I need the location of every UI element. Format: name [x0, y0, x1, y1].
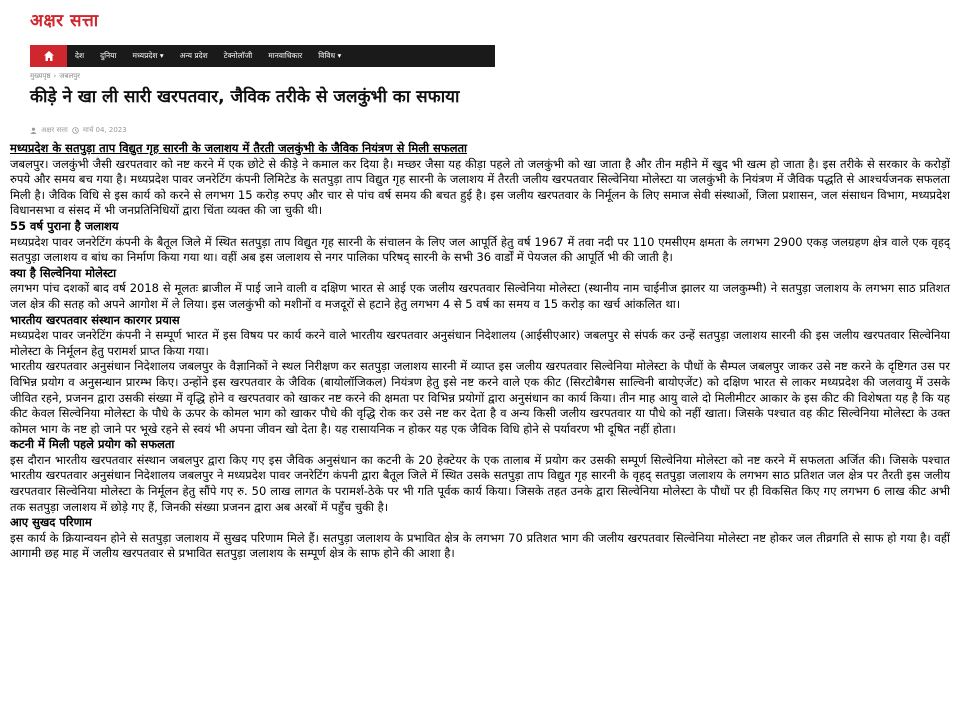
author-icon [30, 127, 37, 134]
breadcrumb [30, 72, 80, 81]
section-heading-institute: भारतीय खरपतवार संस्थान कारगर प्रयास [10, 312, 180, 327]
section-heading-katni: कटनी में मिली पहले प्रयोग को सफलता [10, 437, 175, 452]
article-paragraph-1: जबलपुर। जलकुंभी जैसी खरपतवार को नष्ट करने में एक छोटे से कीड़े ने कमाल कर दिया है। मच्छर जैसा यह कीड़ा पहले तो जलकुंभी को खा जाता है और तीन महीने में खुद भी खत्म हो जाता है। इस तरीके से सरकार के करोड़ों रुपये और समय बच गया है। मध्यप्रदेश पावर जनरेटिंग कंपनी लिमिटेड के सतपुड़ा ताप विद्युत गृह सारनी के जलाशय में तैरती जलीय खरपतवार सिल्वेनिया मोलेस्टा या जलकुंभी के नियंत्रण में जैविक पद्धति से आश्चर्यजनक सफलता मिली है। जैविक विधि से इस कार्य को करने से लगभग 15 करोड़ रुपए और चार से पांच वर्ष समय की बचत हुई है। इस जलीय खरपतवार के निर्मूलन के लिए समाज सेवी संस्थाओं, जिला प्रशासन, जल संसाधन विभाग, मध्यप्रदेश विधानसभा व संसद में भी जनप्रतिनिधियों द्वारा चिंता व्यक्त की जा चुकी थी। [10, 156, 950, 218]
nav-item-anya-pradesh[interactable]: अन्य प्रदेश [179, 51, 208, 60]
section-heading-reservoir: 55 वर्ष पुराना है जलाशय [10, 218, 119, 233]
breadcrumb-home-link[interactable]: मुख्यपृष्ठ [30, 72, 51, 80]
nav-home-button[interactable] [30, 45, 67, 67]
article-paragraph-2: मध्यप्रदेश पावर जनरेटिंग कंपनी के बैतूल जिले में स्थित सतपुड़ा ताप विद्युत गृह सारनी के संचालन के लिए जल आपूर्ति हेतु वर्ष 1967 में तवा नदी पर 110 एमसीएम क्षमता के लगभग 2900 एकड़ जलग्रहण क्षेत्र वाले एक वृहद् सतपुड़ा जलाशय व बांध का निर्माण किया गया था। वहीं अब इस जलाशय से नगर पालिका परिषद् सारनी के सभी 36 वार्डों में पेयजल की आपूर्ति भी की जाती है। [10, 234, 950, 265]
article-date: मार्च 04, 2023 [82, 126, 127, 134]
nav-item-technology[interactable]: टेक्नोलॉजी [223, 51, 253, 60]
article-body [10, 141, 950, 562]
article-paragraph-3: लगभग पांच दशकों बाद वर्ष 2018 से मूलतः ब्राजील में पाई जाने वाली व दक्षिण भारत से आई एक जलीय खरपतवार सिल्वेनिया मोलेस्टा (स्थानीय नाम चाईनीज झालर या जलकुम्भी) ने सतपुड़ा जलाशय के लगभग साठ प्रतिशत जल क्षेत्र की सतह को अपने आगोश में ले लिया। इस जलकुंभी को मशीनों व मजदूरों से हटाने हेतु लगभग 4 से 5 वर्ष का समय व 15 करोड़ का खर्च आंकलित था। [10, 281, 950, 311]
breadcrumb-current[interactable]: जबलपुर [59, 72, 81, 80]
article-meta [30, 126, 127, 135]
clock-icon [72, 127, 79, 134]
home-icon [43, 50, 55, 62]
site-logo[interactable]: अक्षर सत्ता [30, 11, 99, 31]
nav-item-duniya[interactable]: दुनिया [100, 51, 117, 60]
article-paragraph-4: मध्यप्रदेश पावर जनरेटिंग कंपनी ने सम्पूर्ण भारत में इस विषय पर कार्य करने वाले भारतीय खरपतवार अनुसंधान निदेशालय (आईसीएआर) जबलपुर से संपर्क कर उन्हें सतपुड़ा जलाशय सारनी की इस जलीय खरपतवार सिल्वेनिया मोलेस्टा के निर्मूलन हेतु परामर्श प्राप्त किया गया। [10, 328, 950, 358]
main-navigation [30, 45, 495, 67]
nav-item-manavadhikar[interactable]: मानवाधिकार [268, 51, 303, 60]
article-paragraph-7: इस कार्य के क्रियान्वयन होने से सतपुड़ा जलाशय में सुखद परिणाम मिले हैं। सतपुड़ा जलाशय के प्रभावित क्षेत्र के लगभग 70 प्रतिशत भाग की जलीय खरपतवार सिल्वेनिया मोलेस्टा नष्ट होकर जल तीव्रगति से साफ हो गया है। वहीं आगामी छह माह में जलीय खरपतवार से प्रभावित सतपुड़ा जलाशय के सम्पूर्ण क्षेत्र के साफ होने की आशा है। [10, 530, 950, 561]
section-heading-results: आए सुखद परिणाम [10, 515, 92, 530]
article-author[interactable]: अक्षर सत्ता [41, 126, 68, 134]
nav-item-madhyapradesh[interactable]: मध्यप्रदेश ▾ [132, 51, 164, 60]
article-paragraph-6: इस दौरान भारतीय खरपतवार संस्थान जबलपुर द्वारा किए गए इस जैविक अनुसंधान का कटनी के 20 हेक्टेयर के एक तालाब में प्रयोग कर उसकी सम्पूर्ण सिल्वेनिया मोलेस्टा को नष्ट करने में सफलता अर्जित की। जिसके पश्चात भारतीय खरपतवार अनुसंधान निदेशालय जबलपुर ने मध्यप्रदेश पावर जनरेटिंग कंपनी द्वारा बैतूल जिले में स्थित उसके सतपुड़ा ताप विद्युत गृह सारनी के वृहद् सतपुड़ा जलाशय के लगभग साठ प्रतिशत जल क्षेत्र पर तैरती इस जलीय खरपतवार सिल्वेनिया मोलेस्टा के निर्मूलन हेतु सौंपे गए रु. 50 लाख लागत के परामर्श-ठेके पर भी गति पूर्वक कार्य किया। जिसके तहत उनके द्वारा सिल्वेनिया मोलेस्टा के पौधों पर ही विकसित किए गए लगभग 6 लाख कीट अभी तक सतपुड़ा जलाशय में छोड़े गए हैं, जिनकी संख्या प्रजनन द्वारा अब अरबों में पहुँच चुकी है। [10, 452, 950, 514]
article-title: कीड़े ने खा ली सारी खरपतवार, जैविक तरीके से जलकुंभी का सफाया [30, 87, 460, 107]
nav-item-desh[interactable]: देश [75, 51, 85, 60]
article-paragraph-5: भारतीय खरपतवार अनुसंधान निदेशालय जबलपुर के वैज्ञानिकों ने स्थल निरीक्षण कर सतपुड़ा जलाशय सारनी में व्याप्त इस जलीय खरपतवार सिल्वेनिया मोलेस्टा के पौधों के सैम्पल जबलपुर जाकर उसे नष्ट करने के दृष्टिगत उस पर विभिन्न प्रयोग व अनुसन्धान प्रारम्भ किए। उन्होंने इस खरपतवार के जैविक (बायोलॉजिकल) नियंत्रण हेतु इसे नष्ट करने वाले एक कीट (सिरटोबैगस साल्विनी बायोएजेंट) को दक्षिण भारत से लाकर मध्यप्रदेश की जलवायु में उसके जीवित रहने, प्रजनन द्वारा उसकी संख्या में वृद्धि होने व खरपतवार को खाकर नष्ट करने की क्षमता पर विभिन्न प्रयोगों द्वारा अनुसंधान का कार्य किया। तीन माह आयु वाले दो मिलीमीटर आकार के इस कीट की विशेषता यह है कि यह कीट केवल सिल्वेनिया मोलेस्टा के पौधे के ऊपर के कोमल भाग को खाकर पौधे की वृद्धि रोक कर उसे नष्ट कर देता है व अन्य किसी जलीय खरपतवार या पौधे को नहीं खाता। जिसके पश्चात वह कीट सिल्वेनिया मोलेस्टा के उक्त कोमल भाग के नष्ट हो जाने पर भूखे रहने से स्वयं भी अपना जीवन खो देता है। यह रासायनिक न होकर यह एक जैविक विधि होने से पर्यावरण भी दूषित नहीं होता। [10, 359, 950, 436]
article-headline: मध्यप्रदेश के सतपुड़ा ताप विद्युत गृह सारनी के जलाशय में तैरती जलकुंभी के जैविक नियंत्रण से मिली सफलता [10, 141, 468, 155]
section-heading-salvinia: क्या है सिल्वेनिया मोलेस्टा [10, 265, 117, 280]
breadcrumb-separator: › [53, 72, 57, 80]
nav-item-vividh[interactable]: विविध ▾ [318, 51, 342, 60]
